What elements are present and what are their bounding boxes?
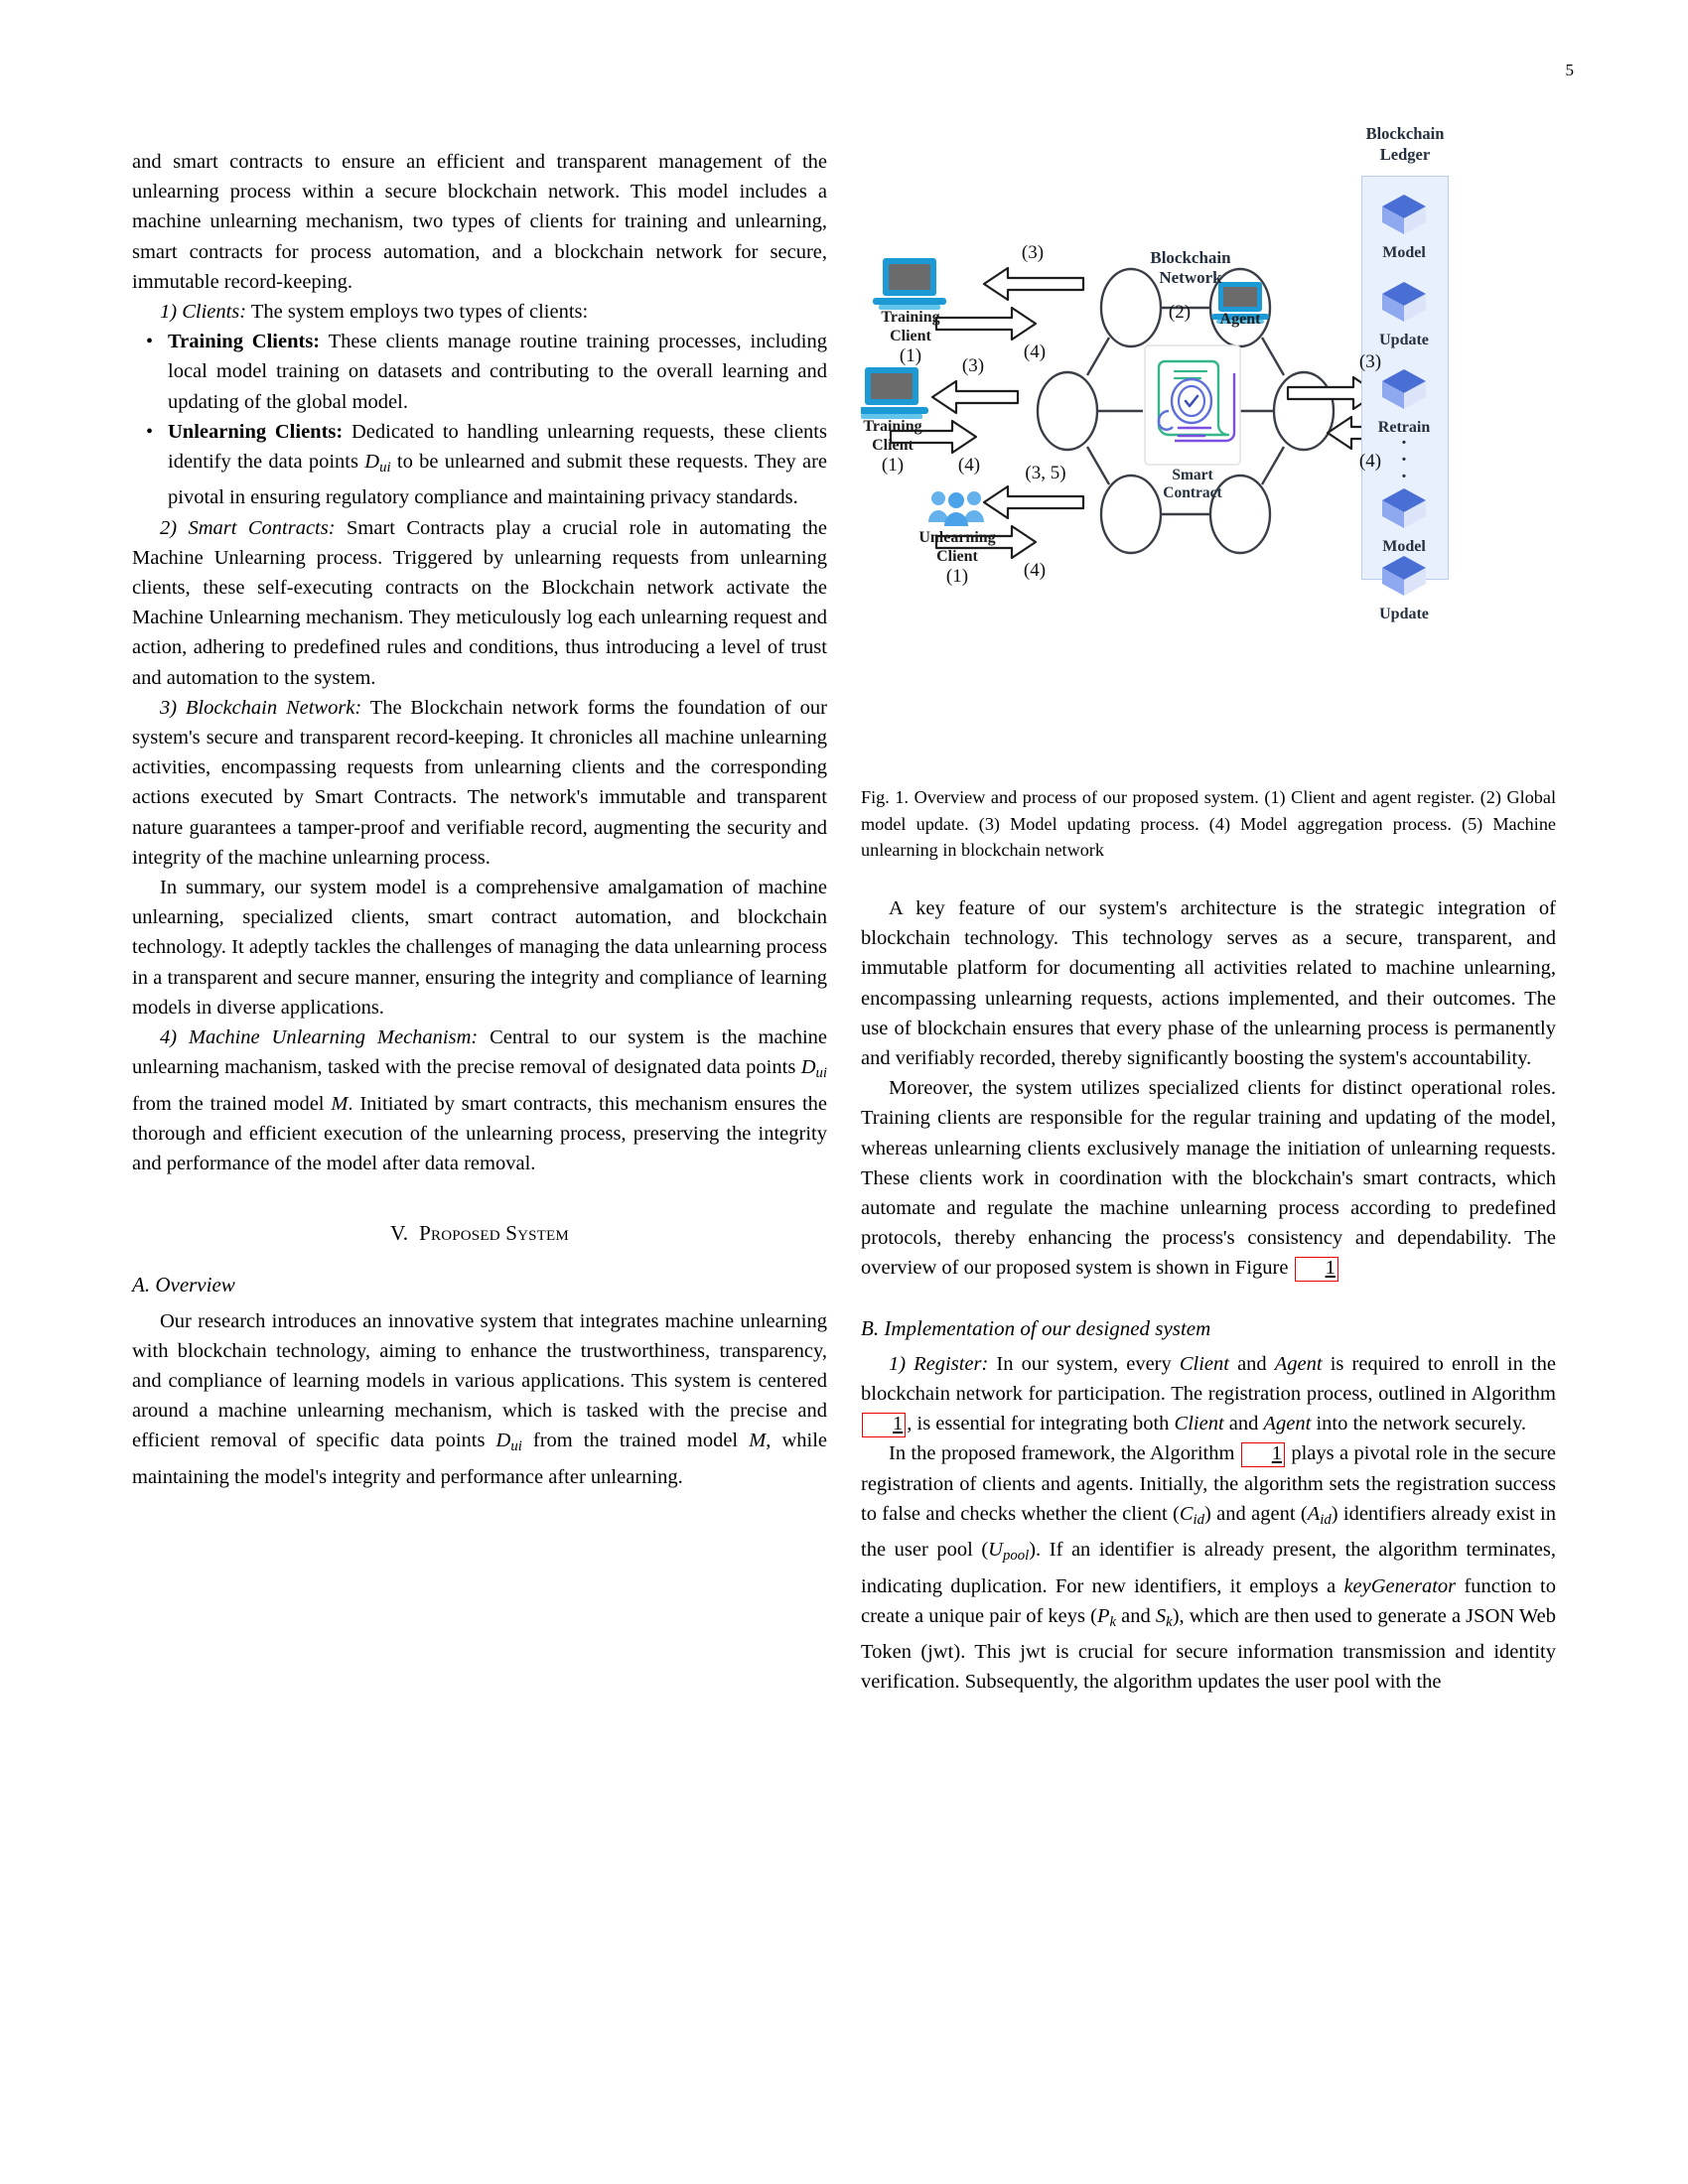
math-symbol-C: C: [1179, 1502, 1194, 1525]
ledger-ellipsis: ·: [1400, 449, 1408, 471]
register-text-5: and: [1223, 1413, 1264, 1435]
figure-1: [861, 124, 1568, 766]
left-column: [132, 147, 827, 1492]
blockchain-network-label: 3) Blockchain Network:: [160, 696, 362, 719]
ledger-label: Update: [1379, 606, 1429, 622]
figure-caption: [861, 784, 1556, 864]
subsection-heading-implementation: B. Implementation of our designed system: [861, 1315, 1211, 1340]
cube-icon: [1376, 278, 1432, 326]
math-symbol-P: P: [1096, 1604, 1110, 1627]
math-subscript-id: id: [1193, 1511, 1205, 1528]
step-4-client1: (4): [1023, 341, 1047, 362]
unlearning-client-people-icon: [928, 491, 984, 526]
smart-contract-label: Smart Contract: [1163, 467, 1222, 501]
cube-icon: [1376, 484, 1432, 532]
moreover-text: Moreover, the system utilizes specialized clients for distinct operational roles. Training clients are responsible for the regular training and updating of the model, whereas unlearning clients exclusively manage the initiation of unlearning requests. These clients work in coordination with the blockchain's smart contracts, which automate and regulate the machine unlearning process according to predefined protocols, thereby enhancing the process's consistency and dependability. The overview of our proposed system is shown in Figure: [861, 1077, 1556, 1280]
ledger-title: [1345, 123, 1465, 165]
register-em-client-2: Client: [1174, 1413, 1224, 1435]
paragraph-framework: [861, 1438, 1556, 1697]
paragraph-spacer: [861, 1284, 1556, 1313]
ledger-entry-update-1: [1361, 278, 1447, 349]
math-symbol-A: A: [1307, 1502, 1321, 1525]
register-text-2: and: [1228, 1352, 1275, 1375]
right-column: [861, 893, 1556, 1697]
algorithm-reference-link-2[interactable]: 1: [1241, 1442, 1285, 1467]
ledger-title-line1: Blockchain: [1365, 124, 1445, 143]
agent-label: Agent: [1219, 311, 1261, 328]
register-em-agent-2: Agent: [1263, 1413, 1312, 1435]
math-subscript-k: k: [1109, 1613, 1117, 1630]
register-text-1: In our system, every: [988, 1352, 1180, 1375]
math-subscript-id-2: id: [1320, 1511, 1332, 1528]
step-3-client1: (3): [1021, 242, 1045, 263]
smart-contract-card: [1145, 345, 1240, 465]
math-symbol-D: D: [495, 1430, 511, 1452]
blockchain-edge: [1262, 338, 1284, 375]
client-label-line1: Training: [863, 418, 922, 435]
framework-em-keygenerator: keyGenerator: [1343, 1574, 1457, 1597]
training-client-2-label: [847, 417, 938, 455]
framework-text-4: ) identifiers already exist in the user pool (: [861, 1502, 1556, 1562]
ledger-label: Retrain: [1377, 419, 1431, 436]
overview-text-2: from the trained model: [521, 1430, 750, 1452]
ledger-entry-update-2: [1361, 552, 1447, 623]
ledger-ellipsis: ·: [1400, 432, 1408, 454]
register-em-client: Client: [1179, 1352, 1229, 1375]
system-overview-diagram: [861, 151, 1568, 707]
step-4-client2: (4): [957, 455, 981, 476]
math-symbol-D: D: [364, 451, 380, 474]
paragraph-mechanism: [132, 1023, 827, 1178]
client-type-list: [132, 327, 827, 512]
mechanism-text-3: . Initiated by smart contracts, this mechanism ensures the thorough and efficient execution of the unlearning process, preserving the integrity and performance of the model after data removal.: [132, 1092, 827, 1174]
register-text-4: , is essential for integrating both: [907, 1413, 1175, 1435]
training-client-1-step: (1): [899, 345, 922, 366]
smart-contracts-text: Smart Contracts play a crucial role in automating the Machine Unlearning process. Triggered by unlearning requests from unlearning clients, these self-executing contracts on the Blockchain network activate the Machine Unlearning mechanism. They meticulously log each unlearning request and action, adhering to predefined rules and conditions, thus introducing a level of trust and automation to the system.: [132, 516, 827, 689]
step-4-unlearning: (4): [1023, 560, 1047, 581]
paragraph-register: [861, 1349, 1556, 1439]
unlearning-clients-label: Unlearning Clients:: [168, 420, 344, 443]
clients-text: The system employs two types of clients:: [246, 301, 589, 324]
math-symbol-S: S: [1155, 1604, 1167, 1627]
client-label-line2: Client: [936, 548, 978, 565]
blockchain-node: [1038, 372, 1097, 450]
math-symbol-D: D: [800, 1056, 816, 1079]
math-subscript-k-2: k: [1166, 1613, 1173, 1630]
math-subscript-ui: ui: [815, 1065, 827, 1082]
training-clients-label: Training Clients:: [168, 331, 321, 353]
smart-contracts-label: 2) Smart Contracts:: [160, 516, 336, 539]
client-label-line1: Training: [881, 309, 940, 326]
algorithm-reference-link[interactable]: 1: [862, 1413, 906, 1437]
overview-text-3: , while maintaining the model's integrity and performance after unlearning.: [132, 1430, 827, 1488]
training-clients-text: These clients manage routine training processes, including local model training on datasets and contributing to the overall learning and updating of the global model.: [168, 331, 827, 413]
training-client-2-laptop-icon: [861, 367, 928, 419]
unlearning-client-label: [909, 528, 1006, 566]
framework-text-8: ), which are then used to generate a JSON Web Token (jwt). This jwt is crucial for secure information transmission and identity verification. Subsequently, the algorithm updates the user pool with the: [861, 1604, 1556, 1694]
step-3-client2: (3): [961, 355, 985, 376]
client-label-line1: Unlearning: [918, 529, 996, 546]
framework-text-1: In the proposed framework, the Algorithm: [889, 1442, 1240, 1465]
training-client-1-label: [865, 308, 956, 345]
client-label-line2: Client: [872, 437, 914, 454]
blockchain-network-title: [1131, 248, 1250, 288]
network-title-line2: Network: [1159, 268, 1222, 287]
step-3-5-unlearning: (3, 5): [1025, 463, 1066, 483]
ledger-title-line2: Ledger: [1379, 145, 1431, 164]
section-number: V.: [390, 1221, 409, 1246]
framework-text-6: function to create a unique pair of keys (: [861, 1574, 1556, 1627]
ledger-label: Update: [1379, 332, 1429, 348]
ledger-entry-model-2: [1361, 484, 1447, 556]
unlearning-clients-text-after: to be unlearned and submit these requests. They are pivotal in ensuring regulatory compliance and maintaining privacy standards.: [168, 451, 827, 509]
bullet-dot-icon: •: [146, 331, 154, 353]
arrow-left-step35-unlearning: [984, 486, 1083, 518]
mechanism-label: 4) Machine Unlearning Mechanism:: [160, 1026, 479, 1049]
step-3-ledger: (3): [1358, 351, 1382, 372]
framework-text-3: ) and agent (: [1204, 1502, 1308, 1525]
register-label: 1) Register:: [889, 1352, 989, 1375]
register-text-6: into the network securely.: [1311, 1413, 1527, 1435]
cube-icon: [1376, 191, 1432, 238]
bullet-dot-icon: •: [146, 420, 154, 443]
blockchain-edge: [1087, 338, 1109, 375]
subsection-heading-overview: A. Overview: [132, 1273, 235, 1297]
paragraph-key-feature: A key feature of our system's architecture is the strategic integration of blockchain technology. This technology serves as a secure, transparent, and immutable platform for documenting all activities related to machine unlearning, encompassing unlearning requests, actions implemented, and their outcomes. The use of blockchain ensures that every phase of the unlearning process is permanently and verifiably recorded, thereby significantly boosting the system's accountability.: [861, 897, 1556, 1070]
clients-label: 1) Clients:: [160, 301, 247, 324]
ledger-label: Model: [1382, 538, 1426, 555]
training-client-2-step: (1): [881, 455, 905, 476]
mechanism-text-2: from the trained model: [132, 1092, 332, 1115]
paragraph-intro: and smart contracts to ensure an efficient and transparent management of the unlearning process within a secure blockchain network. This model includes a machine unlearning mechanism, two types of clients for training and unlearning, smart contracts for process automation, and a blockchain network for secure, immutable record-keeping.: [132, 151, 827, 293]
math-subscript-ui: ui: [510, 1438, 522, 1455]
paragraph-moreover: [861, 1073, 1556, 1283]
unlearning-client-step: (1): [945, 566, 969, 587]
math-subscript-ui: ui: [379, 460, 391, 477]
list-item: [132, 417, 827, 513]
register-text-3: is required to enroll in the blockchain network for participation. The registration process, outlined in Algorithm: [861, 1352, 1556, 1406]
overview-text-1: Our research introduces an innovative system that integrates machine unlearning with blockchain technology, aiming to enhance the trustworthiness, transparency, and compliance of learning models in various applications. This system is centered around a machine unlearning mechanism, which is tasked with the precise and efficient removal of specific data points: [132, 1309, 827, 1452]
math-symbol-U: U: [988, 1539, 1003, 1562]
step-2-global-update: (2): [1168, 302, 1192, 323]
section-title: Proposed System: [419, 1221, 569, 1246]
framework-text-5: ). If an identifier is already present, the algorithm terminates, indicating duplication. For new identifiers, it employs a: [861, 1539, 1556, 1597]
paragraph-smart-contracts: [132, 513, 827, 693]
figure-reference-link[interactable]: 1: [1295, 1257, 1338, 1282]
framework-text-2: plays a pivotal role in the secure registration of clients and agents. Initially, the algorithm sets the registration success to false and checks whether the client (: [861, 1442, 1556, 1525]
framework-text-7: and: [1116, 1604, 1156, 1627]
ledger-entry-retrain: [1361, 365, 1447, 437]
blockchain-network-text: The Blockchain network forms the foundation of our system's secure and transparent record-keeping. It chronicles all machine unlearning activities, encompassing requests from unlearning clients and the corresponding actions executed by Smart Contracts. The network's immutable and transparent nature guarantees a tamper-proof and verifiable record, augmenting the security and integrity of the machine unlearning process.: [132, 696, 827, 869]
mechanism-text-1: Central to our system is the machine unlearning machanism, tasked with the precise removal of designated data points: [132, 1026, 827, 1079]
section-heading-proposed-system: [132, 1218, 827, 1248]
arrow-left-step3-client1: [984, 268, 1083, 300]
page-number: 5: [1565, 61, 1574, 79]
unlearning-clients-text-before: Dedicated to handling unlearning requests, these clients identify the data points: [168, 420, 827, 474]
math-subscript-pool: pool: [1002, 1548, 1030, 1565]
list-item: [132, 327, 827, 417]
network-title-line1: Blockchain: [1150, 248, 1231, 267]
cube-icon: [1376, 552, 1432, 600]
arrow-left-step3-client2: [932, 381, 1018, 413]
blockchain-node: [1274, 372, 1334, 450]
blockchain-edge: [1087, 447, 1109, 484]
paragraph-clients: [132, 297, 827, 327]
paragraph-blockchain-network: [132, 693, 827, 873]
figure-caption-prefix: Fig. 1.: [861, 787, 910, 807]
ledger-label: Model: [1382, 244, 1426, 261]
math-symbol-M: M: [331, 1092, 349, 1115]
ledger-ellipsis: ·: [1400, 466, 1408, 487]
register-em-agent: Agent: [1274, 1352, 1323, 1375]
paragraph-overview: [132, 1306, 827, 1492]
ledger-entry-model-1: [1361, 191, 1447, 262]
client-label-line2: Client: [890, 328, 931, 344]
paragraph-summary: In summary, our system model is a comprehensive amalgamation of machine unlearning, specialized clients, smart contract automation, and blockchain technology. It adeptly tackles the challenges of managing the data unlearning process in a transparent and secure manner, ensuring the integrity and compliance of learning models in diverse applications.: [132, 877, 827, 1019]
math-symbol-M: M: [749, 1430, 767, 1452]
figure-caption-text: Overview and process of our proposed system. (1) Client and agent register. (2) Global model update. (3) Model updating process. (4) Model aggregation process. (5) Machine unlearning in blockchain network: [861, 787, 1557, 860]
step-4-ledger: (4): [1358, 451, 1382, 472]
blockchain-edge: [1262, 447, 1284, 484]
training-client-1-laptop-icon: [873, 258, 946, 310]
